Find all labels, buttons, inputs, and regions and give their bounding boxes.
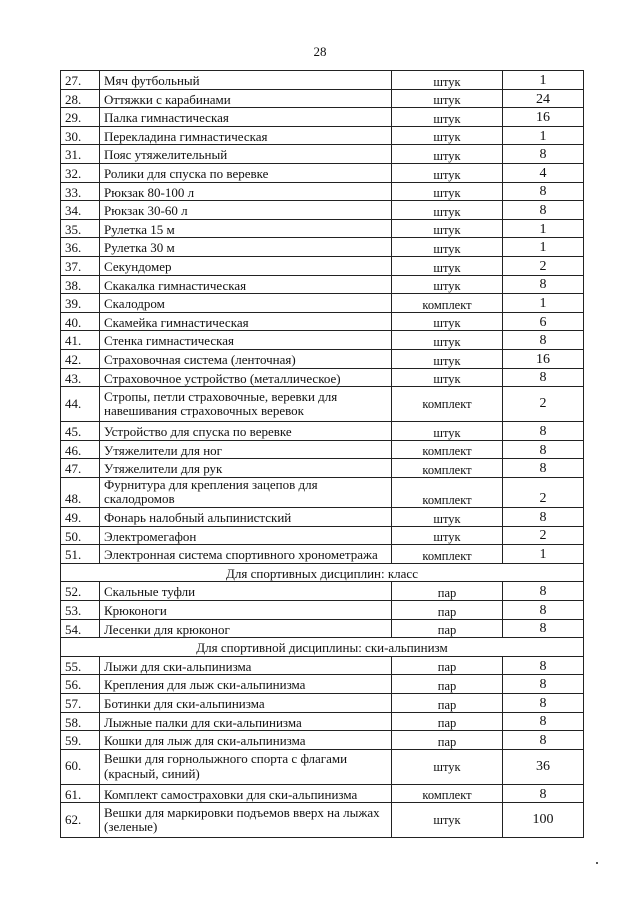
- item-name: Утяжелители для рук: [100, 459, 392, 478]
- section-header-row: [61, 638, 584, 657]
- item-name: Рулетка 30 м: [100, 238, 392, 257]
- row-number: 49.: [61, 507, 100, 526]
- quantity: 2: [503, 256, 584, 275]
- item-name: Оттяжки с карабинами: [100, 89, 392, 108]
- row-number: 32.: [61, 163, 100, 182]
- unit-of-measure: штук: [392, 803, 503, 838]
- unit-of-measure: штук: [392, 219, 503, 238]
- quantity: 8: [503, 201, 584, 220]
- row-number: 56.: [61, 675, 100, 694]
- row-number: 27.: [61, 71, 100, 90]
- unit-of-measure: штук: [392, 507, 503, 526]
- item-name: Утяжелители для ног: [100, 440, 392, 459]
- unit-of-measure: штук: [392, 422, 503, 441]
- unit-of-measure: штук: [392, 89, 503, 108]
- item-name: Мяч футбольный: [100, 71, 392, 90]
- item-name: Страховочная система (ленточная): [100, 349, 392, 368]
- quantity: 1: [503, 71, 584, 90]
- page-number: 28: [313, 44, 327, 59]
- row-number: 44.: [61, 387, 100, 422]
- unit-of-measure: штук: [392, 312, 503, 331]
- row-number: 51.: [61, 545, 100, 564]
- row-number: 43.: [61, 368, 100, 387]
- row-number: 47.: [61, 459, 100, 478]
- quantity: 8: [503, 368, 584, 387]
- quantity: 16: [503, 108, 584, 127]
- row-number: 35.: [61, 219, 100, 238]
- quantity: 1: [503, 219, 584, 238]
- quantity: 8: [503, 600, 584, 619]
- table-row: [61, 201, 584, 220]
- table-row: [61, 582, 584, 601]
- unit-of-measure: штук: [392, 256, 503, 275]
- item-name: Скалодром: [100, 294, 392, 313]
- unit-of-measure: пар: [392, 619, 503, 638]
- unit-of-measure: пар: [392, 656, 503, 675]
- quantity: 8: [503, 145, 584, 164]
- item-name: Перекладина гимнастическая: [100, 126, 392, 145]
- unit-of-measure: штук: [392, 526, 503, 545]
- table-row: [61, 693, 584, 712]
- row-number: 46.: [61, 440, 100, 459]
- unit-of-measure: штук: [392, 331, 503, 350]
- row-number: 40.: [61, 312, 100, 331]
- table-row: [61, 507, 584, 526]
- unit-of-measure: пар: [392, 693, 503, 712]
- item-name: Ботинки для ски-альпинизма: [100, 693, 392, 712]
- unit-of-measure: комплект: [392, 440, 503, 459]
- item-name: Фонарь налобный альпинистский: [100, 507, 392, 526]
- row-number: 55.: [61, 656, 100, 675]
- item-name: Рюкзак 80-100 л: [100, 182, 392, 201]
- item-name: Стропы, петли страховочные, веревки для навешивания страховочных веревок: [100, 387, 392, 422]
- quantity: 100: [503, 803, 584, 838]
- table-row: [61, 182, 584, 201]
- item-name: Устройство для спуска по веревке: [100, 422, 392, 441]
- item-name: Стенка гимнастическая: [100, 331, 392, 350]
- item-name: Ролики для спуска по веревке: [100, 163, 392, 182]
- unit-of-measure: комплект: [392, 387, 503, 422]
- row-number: 38.: [61, 275, 100, 294]
- row-number: 54.: [61, 619, 100, 638]
- item-name: Вешки для горнолыжного спорта с флагами (красный, синий): [100, 749, 392, 784]
- table-row: [61, 675, 584, 694]
- row-number: 30.: [61, 126, 100, 145]
- quantity: 8: [503, 331, 584, 350]
- table-row: [61, 256, 584, 275]
- table-row: [61, 275, 584, 294]
- unit-of-measure: комплект: [392, 477, 503, 507]
- unit-of-measure: пар: [392, 600, 503, 619]
- quantity: 8: [503, 422, 584, 441]
- row-number: 50.: [61, 526, 100, 545]
- unit-of-measure: пар: [392, 675, 503, 694]
- row-number: 28.: [61, 89, 100, 108]
- item-name: Комплект самостраховки для ски-альпинизма: [100, 784, 392, 803]
- item-name: Страховочное устройство (металлическое): [100, 368, 392, 387]
- table-row: [61, 145, 584, 164]
- table-row: [61, 349, 584, 368]
- item-name: Крепления для лыж ски-альпинизма: [100, 675, 392, 694]
- unit-of-measure: пар: [392, 582, 503, 601]
- table-row: [61, 126, 584, 145]
- row-number: 33.: [61, 182, 100, 201]
- table-row: [61, 712, 584, 731]
- row-number: 48.: [61, 477, 100, 507]
- table-row: [61, 440, 584, 459]
- table-row: [61, 545, 584, 564]
- unit-of-measure: комплект: [392, 784, 503, 803]
- row-number: 53.: [61, 600, 100, 619]
- unit-of-measure: штук: [392, 126, 503, 145]
- section-title: Для спортивной дисциплины: ски-альпинизм: [61, 638, 584, 657]
- quantity: 6: [503, 312, 584, 331]
- item-name: Фурнитура для крепления зацепов для скалодромов: [100, 477, 392, 507]
- row-number: 39.: [61, 294, 100, 313]
- quantity: 2: [503, 477, 584, 507]
- row-number: 45.: [61, 422, 100, 441]
- row-number: 62.: [61, 803, 100, 838]
- item-name: Секундомер: [100, 256, 392, 275]
- row-number: 52.: [61, 582, 100, 601]
- table-row: [61, 312, 584, 331]
- row-number: 60.: [61, 749, 100, 784]
- row-number: 36.: [61, 238, 100, 257]
- table-row: [61, 459, 584, 478]
- equipment-table-body: [61, 71, 584, 838]
- item-name: Скакалка гимнастическая: [100, 275, 392, 294]
- equipment-table: [60, 70, 584, 838]
- item-name: Лыжные палки для ски-альпинизма: [100, 712, 392, 731]
- item-name: Электромегафон: [100, 526, 392, 545]
- item-name: Рюкзак 30-60 л: [100, 201, 392, 220]
- item-name: Электронная система спортивного хронометража: [100, 545, 392, 564]
- unit-of-measure: штук: [392, 182, 503, 201]
- quantity: 1: [503, 238, 584, 257]
- quantity: 8: [503, 459, 584, 478]
- quantity: 8: [503, 693, 584, 712]
- item-name: Крюконоги: [100, 600, 392, 619]
- item-name: Пояс утяжелительный: [100, 145, 392, 164]
- section-header-row: [61, 563, 584, 582]
- row-number: 59.: [61, 731, 100, 750]
- unit-of-measure: комплект: [392, 459, 503, 478]
- section-title: Для спортивных дисциплин: класс: [61, 563, 584, 582]
- table-row: [61, 477, 584, 507]
- unit-of-measure: штук: [392, 275, 503, 294]
- quantity: 16: [503, 349, 584, 368]
- row-number: 41.: [61, 331, 100, 350]
- quantity: 8: [503, 582, 584, 601]
- item-name: Лесенки для крюконог: [100, 619, 392, 638]
- unit-of-measure: штук: [392, 368, 503, 387]
- quantity: 2: [503, 387, 584, 422]
- row-number: 61.: [61, 784, 100, 803]
- item-name: Скамейка гимнастическая: [100, 312, 392, 331]
- unit-of-measure: штук: [392, 749, 503, 784]
- row-number: 42.: [61, 349, 100, 368]
- row-number: 34.: [61, 201, 100, 220]
- table-row: [61, 108, 584, 127]
- item-name: Рулетка 15 м: [100, 219, 392, 238]
- row-number: 57.: [61, 693, 100, 712]
- quantity: 36: [503, 749, 584, 784]
- unit-of-measure: штук: [392, 71, 503, 90]
- table-row: [61, 526, 584, 545]
- table-row: [61, 294, 584, 313]
- quantity: 8: [503, 507, 584, 526]
- quantity: 1: [503, 545, 584, 564]
- unit-of-measure: комплект: [392, 545, 503, 564]
- item-name: Скальные туфли: [100, 582, 392, 601]
- row-number: 58.: [61, 712, 100, 731]
- table-row: [61, 71, 584, 90]
- table-row: [61, 163, 584, 182]
- row-number: 37.: [61, 256, 100, 275]
- unit-of-measure: комплект: [392, 294, 503, 313]
- quantity: 8: [503, 656, 584, 675]
- table-row: [61, 600, 584, 619]
- table-row: [61, 219, 584, 238]
- row-number: 29.: [61, 108, 100, 127]
- unit-of-measure: штук: [392, 238, 503, 257]
- unit-of-measure: штук: [392, 201, 503, 220]
- item-name: Лыжи для ски-альпинизма: [100, 656, 392, 675]
- item-name: Вешки для маркировки подъемов вверх на лыжах (зеленые): [100, 803, 392, 838]
- table-row: [61, 422, 584, 441]
- table-row: [61, 387, 584, 422]
- table-row: [61, 238, 584, 257]
- unit-of-measure: штук: [392, 349, 503, 368]
- table-row: [61, 749, 584, 784]
- quantity: 8: [503, 182, 584, 201]
- quantity: 4: [503, 163, 584, 182]
- quantity: 8: [503, 712, 584, 731]
- quantity: 1: [503, 126, 584, 145]
- table-row: [61, 656, 584, 675]
- unit-of-measure: штук: [392, 163, 503, 182]
- quantity: 8: [503, 784, 584, 803]
- item-name: Кошки для лыж для ски-альпинизма: [100, 731, 392, 750]
- quantity: 1: [503, 294, 584, 313]
- table-row: [61, 619, 584, 638]
- item-name: Палка гимнастическая: [100, 108, 392, 127]
- table-row: [61, 368, 584, 387]
- unit-of-measure: пар: [392, 731, 503, 750]
- table-row: [61, 731, 584, 750]
- table-row: [61, 331, 584, 350]
- unit-of-measure: штук: [392, 145, 503, 164]
- unit-of-measure: штук: [392, 108, 503, 127]
- quantity: 8: [503, 675, 584, 694]
- unit-of-measure: пар: [392, 712, 503, 731]
- quantity: 8: [503, 275, 584, 294]
- scan-speck: [596, 862, 598, 864]
- table-row: [61, 784, 584, 803]
- table-row: [61, 89, 584, 108]
- row-number: 31.: [61, 145, 100, 164]
- quantity: 8: [503, 619, 584, 638]
- quantity: 2: [503, 526, 584, 545]
- quantity: 24: [503, 89, 584, 108]
- quantity: 8: [503, 440, 584, 459]
- table-row: [61, 803, 584, 838]
- quantity: 8: [503, 731, 584, 750]
